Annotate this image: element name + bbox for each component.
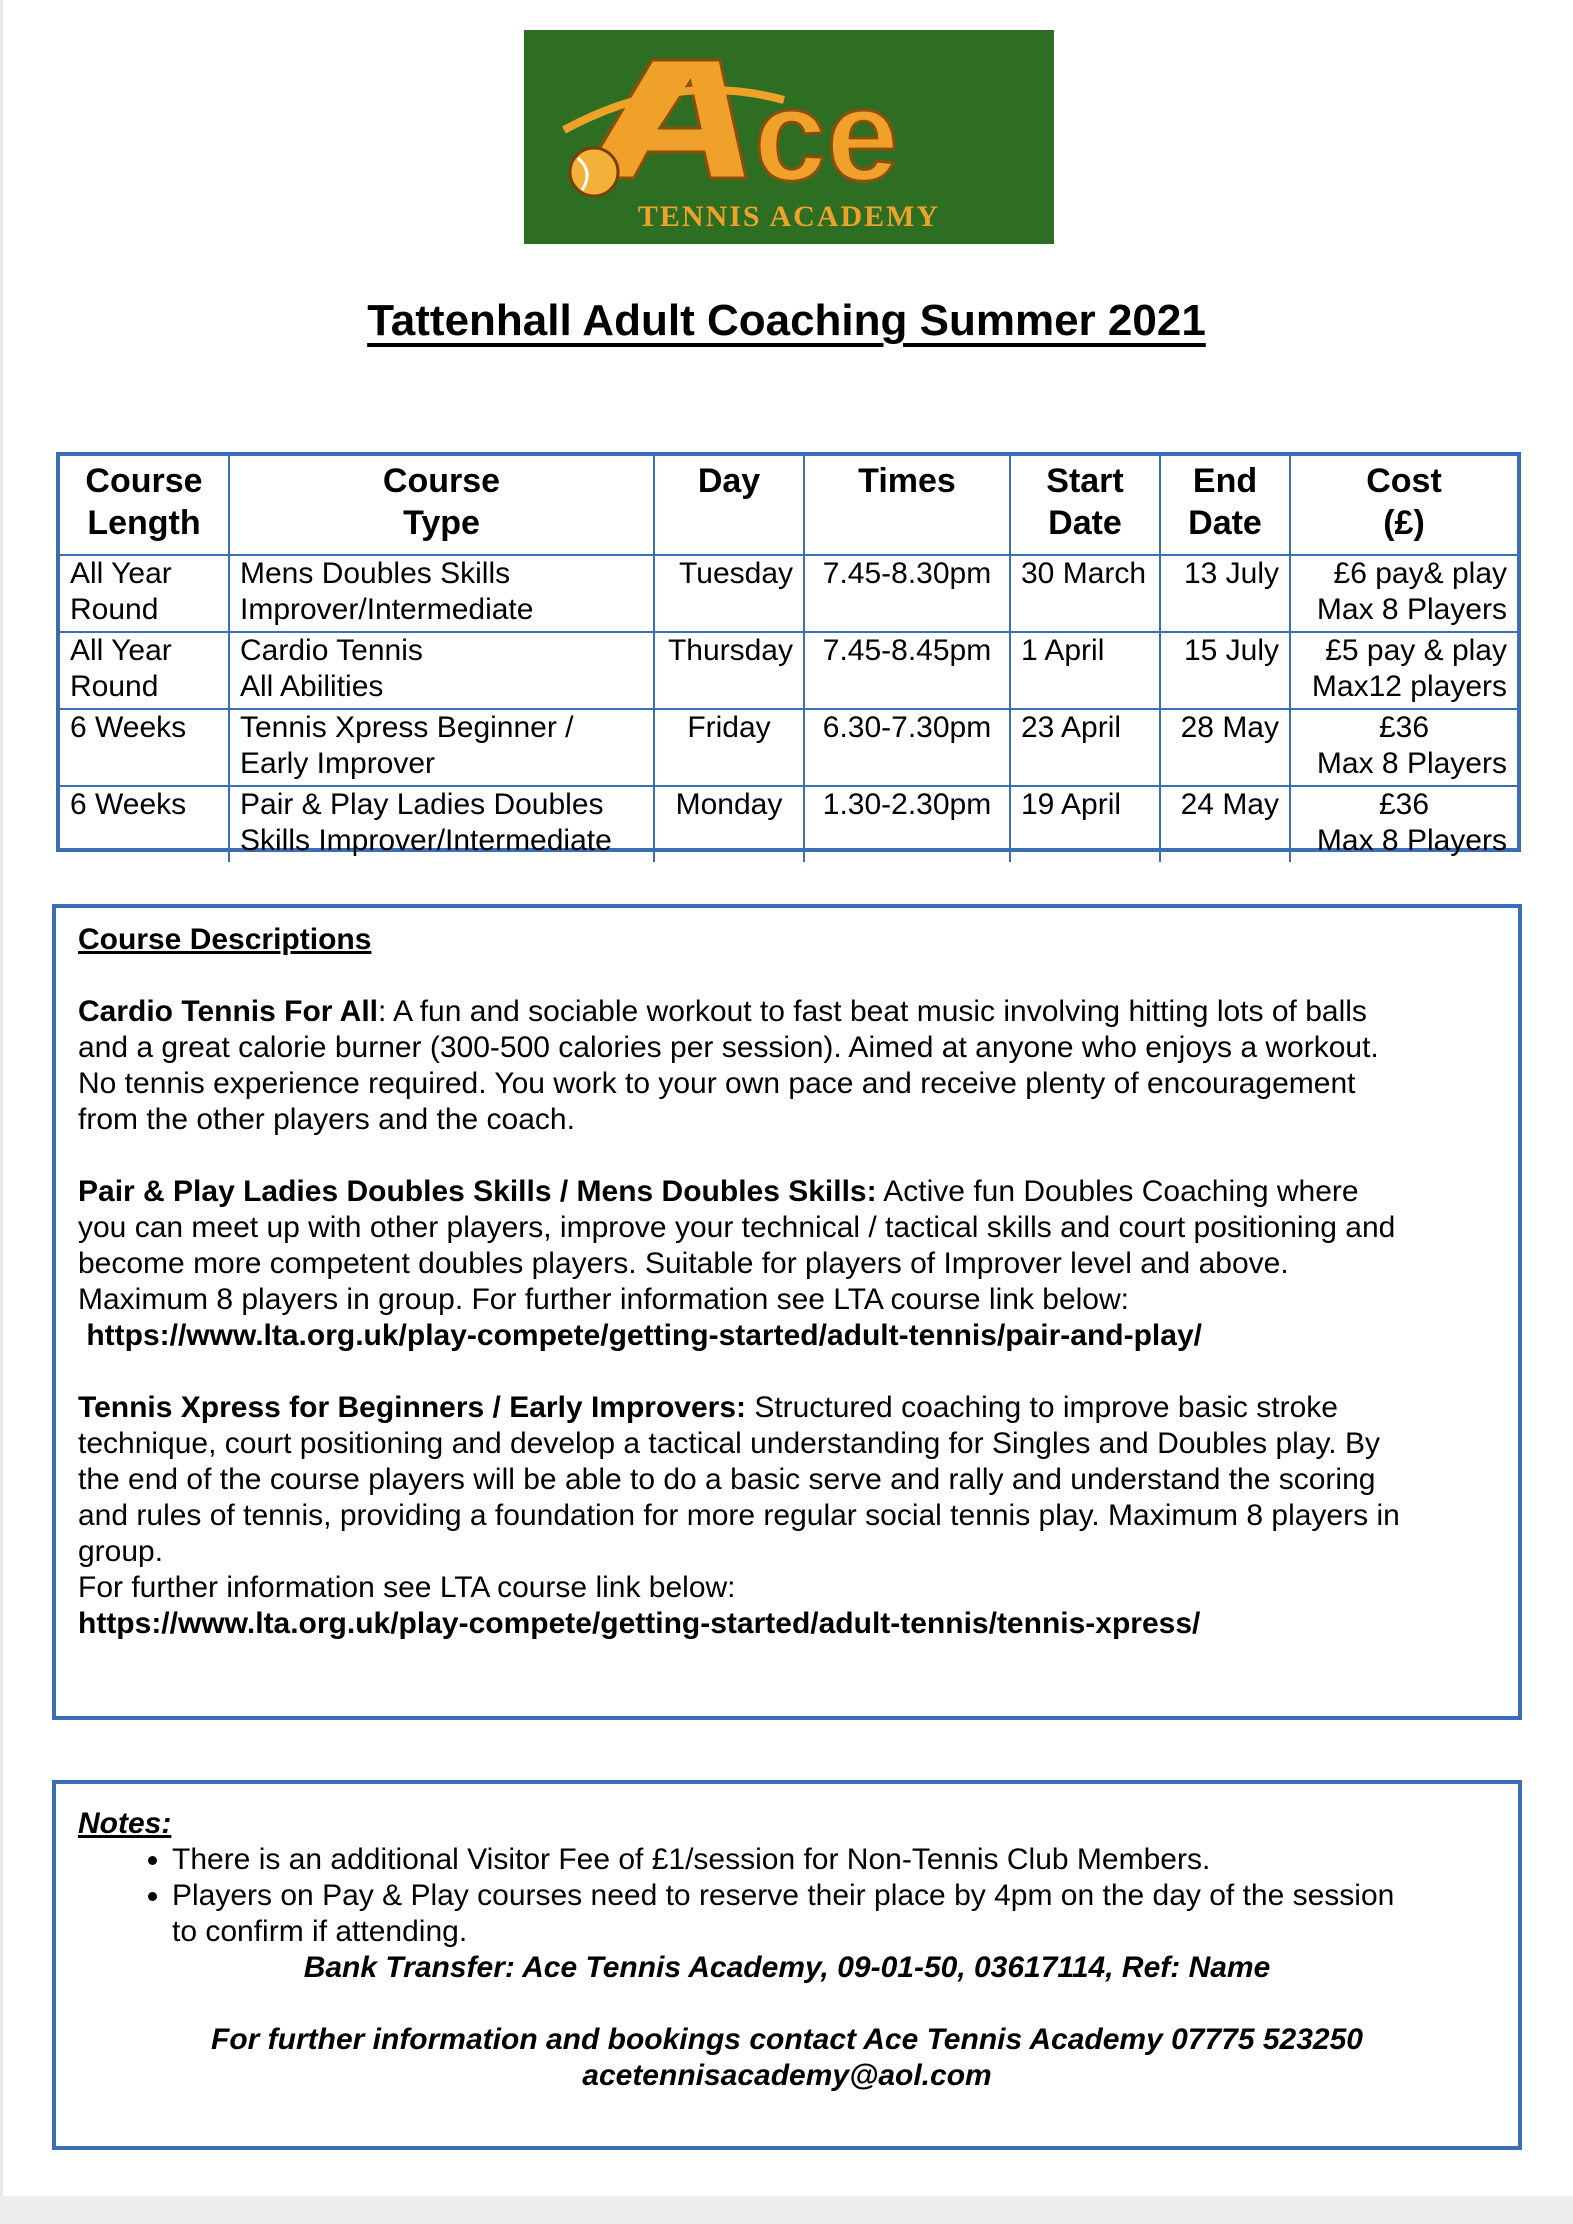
cardio-title: Cardio Tennis For All: [78, 995, 379, 1028]
logo-swoosh: [564, 90, 784, 130]
table-row: [60, 709, 1517, 786]
cell-day: Thursday: [654, 632, 804, 709]
table-row: [60, 555, 1517, 632]
header-end-date: End Date: [1160, 456, 1290, 555]
cell-end: 15 July: [1160, 632, 1290, 709]
logo-graphic: [524, 30, 1054, 244]
header-course-type: Course Type: [229, 456, 654, 555]
notes-list: [78, 1842, 1496, 1950]
cell-length: 6 Weeks: [60, 786, 229, 862]
cell-start: 19 April: [1010, 786, 1160, 862]
schedule-table: [56, 452, 1521, 857]
cell-end: 24 May: [1160, 786, 1290, 862]
table-row: [60, 786, 1517, 862]
cell-length: All Year Round: [60, 632, 229, 709]
cell-times: 7.45-8.30pm: [804, 555, 1010, 632]
cell-start: 23 April: [1010, 709, 1160, 786]
cell-start: 30 March: [1010, 555, 1160, 632]
cell-cost: £36 Max 8 Players: [1290, 786, 1517, 862]
pair-play-description: Pair & Play Ladies Doubles Skills / Mens Doubles Skills: Active fun Doubles Coaching where you can meet up with other players, improve your technical / tactical skills and court positioning and become more competent doubles players. Suitable for players of Improver level and above. Maximum 8 players in group. For further information see LTA course link below: https://www.lta.org.uk/play-compete/getting-started/adult-tennis/pair-and-play/: [78, 1174, 1496, 1354]
cell-times: 7.45-8.45pm: [804, 632, 1010, 709]
page-bottom-band: [0, 2196, 1573, 2224]
list-item: • There is an additional Visitor Fee of £1/session for Non-Tennis Club Members.: [172, 1842, 1496, 1878]
cell-type: Mens Doubles Skills Improver/Intermediate: [229, 555, 654, 632]
contact-info: For further information and bookings contact Ace Tennis Academy 07775 523250: [211, 2023, 1363, 2056]
cell-cost: £5 pay & play Max12 players: [1290, 632, 1517, 709]
table-header-row: [60, 456, 1517, 555]
cell-end: 13 July: [1160, 555, 1290, 632]
notes-heading: Notes:: [78, 1807, 172, 1840]
cell-day: Tuesday: [654, 555, 804, 632]
logo-letters-ce: ce: [754, 62, 899, 208]
cell-type: Cardio Tennis All Abilities: [229, 632, 654, 709]
table-row: [60, 632, 1517, 709]
cell-cost: £6 pay& play Max 8 Players: [1290, 555, 1517, 632]
header-course-length: Course Length: [60, 456, 229, 555]
course-descriptions-box: [52, 904, 1522, 1720]
pair-play-title: Pair & Play Ladies Doubles Skills / Mens Doubles Skills:: [78, 1175, 877, 1208]
header-cost: Cost (£): [1290, 456, 1517, 555]
cell-day: Monday: [654, 786, 804, 862]
cell-times: 1.30-2.30pm: [804, 786, 1010, 862]
cell-length: All Year Round: [60, 555, 229, 632]
cardio-description: Cardio Tennis For All: A fun and sociable workout to fast beat music involving hitting lots of balls and a great calorie burner (300-500 calories per session). Aimed at anyone who enjoys a workout. No tennis experience required. You work to your own pace and receive plenty of encouragement from the other players and the coach.: [78, 995, 1379, 1136]
bank-transfer-details: Bank Transfer: Ace Tennis Academy, 09-01-50, 03617114, Ref: Name: [303, 1951, 1271, 1984]
page-title: Tattenhall Adult Coaching Summer 2021: [367, 296, 1206, 345]
descriptions-heading: Course Descriptions: [78, 923, 372, 956]
list-item: • Players on Pay & Play courses need to reserve their place by 4pm on the day of the session to confirm if attending.: [172, 1878, 1496, 1950]
xpress-description: Tennis Xpress for Beginners / Early Improvers: Structured coaching to improve basic stroke technique, court positioning and develop a tactical understanding for Singles and Doubles play. By the end of the course players will be able to do a basic serve and rally and understand the scoring and rules of tennis, providing a foundation for more regular social tennis play. Maximum 8 players in group. For further information see LTA course link below: https://www.lta.org.uk/play-compete/getting-started/adult-tennis/tennis-xpress/: [78, 1390, 1496, 1642]
cell-type: Tennis Xpress Beginner / Early Improver: [229, 709, 654, 786]
cell-cost: £36 Max 8 Players: [1290, 709, 1517, 786]
header-start-date: Start Date: [1010, 456, 1160, 555]
xpress-link[interactable]: https://www.lta.org.uk/play-compete/getting-started/adult-tennis/tennis-xpress/: [78, 1607, 1201, 1640]
cell-type: Pair & Play Ladies Doubles Skills Improver/Intermediate: [229, 786, 654, 862]
notes-box: [52, 1780, 1522, 2150]
logo-subtitle: TENNIS ACADEMY: [637, 200, 941, 233]
cell-length: 6 Weeks: [60, 709, 229, 786]
header-day: Day: [654, 456, 804, 555]
cell-start: 1 April: [1010, 632, 1160, 709]
cell-end: 28 May: [1160, 709, 1290, 786]
pair-play-link[interactable]: https://www.lta.org.uk/play-compete/getting-started/adult-tennis/pair-and-play/: [78, 1319, 1202, 1352]
cell-day: Friday: [654, 709, 804, 786]
header-times: Times: [804, 456, 1010, 555]
contact-email[interactable]: acetennisacademy@aol.com: [582, 2059, 992, 2092]
xpress-title: Tennis Xpress for Beginners / Early Improvers:: [78, 1391, 746, 1424]
ace-tennis-academy-logo: [524, 30, 1054, 244]
tennis-ball-icon: [570, 148, 618, 196]
cell-times: 6.30-7.30pm: [804, 709, 1010, 786]
